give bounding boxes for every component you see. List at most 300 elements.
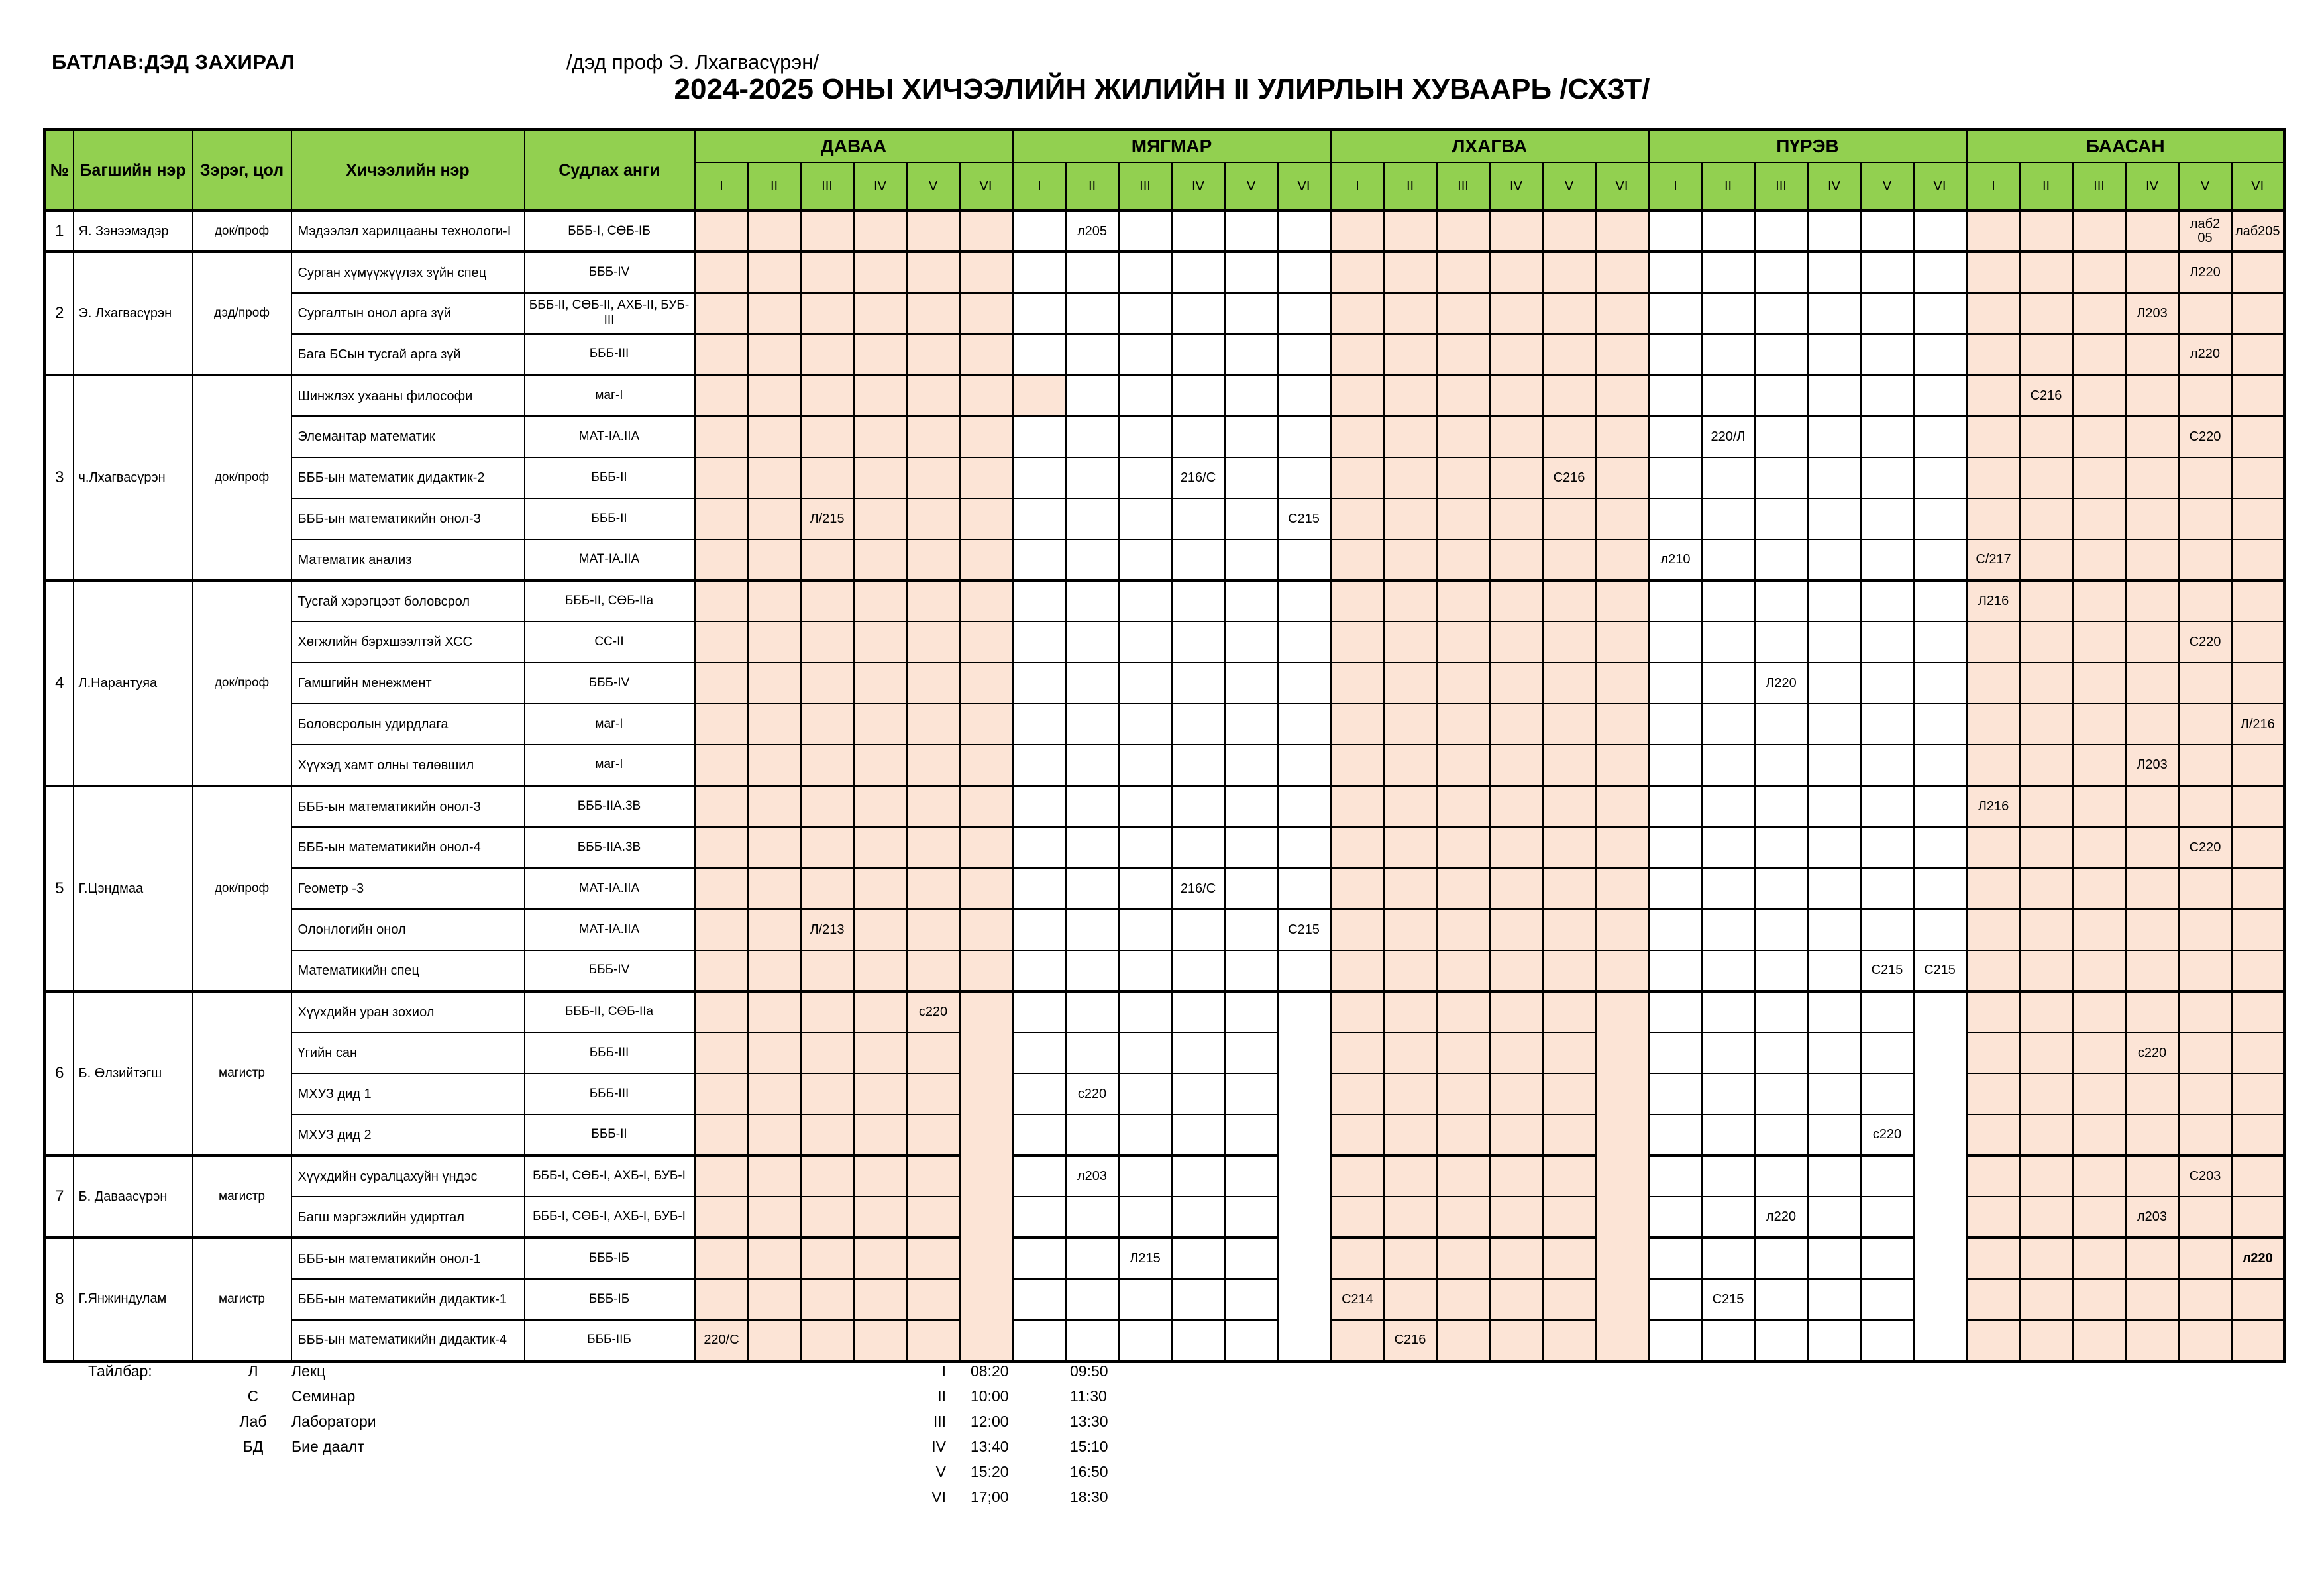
schedule-cell bbox=[1808, 1115, 1861, 1156]
schedule-cell bbox=[1808, 1156, 1861, 1197]
schedule-cell bbox=[1755, 868, 1808, 909]
schedule-cell bbox=[1119, 539, 1172, 580]
period-header: IV bbox=[854, 162, 907, 211]
teacher-number: 7 bbox=[45, 1156, 74, 1238]
schedule-cell bbox=[2179, 539, 2232, 580]
schedule-cell bbox=[1066, 622, 1119, 663]
legend-period-number: I bbox=[941, 1362, 946, 1380]
room-code: Л203 bbox=[2137, 305, 2168, 321]
schedule-cell bbox=[1861, 868, 1914, 909]
period-header: IV bbox=[1490, 162, 1543, 211]
merged-period-cell bbox=[1278, 991, 1331, 1361]
schedule-cell bbox=[960, 786, 1013, 827]
period-header: V bbox=[2179, 162, 2232, 211]
schedule-cell bbox=[1490, 416, 1543, 457]
period-header: IV bbox=[2126, 162, 2179, 211]
schedule-cell bbox=[2073, 580, 2126, 622]
schedule-cell bbox=[1702, 909, 1755, 950]
schedule-cell bbox=[1649, 868, 1702, 909]
schedule-cell bbox=[1384, 868, 1437, 909]
schedule-cell bbox=[1808, 950, 1861, 991]
teacher-rank: дэд/проф bbox=[193, 252, 291, 375]
schedule-cell bbox=[854, 457, 907, 498]
teacher-number: 8 bbox=[45, 1238, 74, 1361]
schedule-cell bbox=[1066, 1238, 1119, 1279]
schedule-cell bbox=[1278, 498, 1331, 539]
schedule-cell bbox=[1384, 539, 1437, 580]
schedule-cell bbox=[1066, 1032, 1119, 1073]
schedule-cell bbox=[1543, 1115, 1596, 1156]
schedule-cell bbox=[2073, 1115, 2126, 1156]
schedule-cell bbox=[1596, 375, 1649, 416]
approved-label: БАТЛАВ:ДЭД ЗАХИРАЛ bbox=[52, 50, 295, 74]
schedule-cell bbox=[1331, 1032, 1384, 1073]
schedule-cell bbox=[1437, 868, 1490, 909]
schedule-cell bbox=[1437, 704, 1490, 745]
schedule-cell bbox=[1119, 663, 1172, 704]
schedule-cell bbox=[2179, 252, 2232, 293]
schedule-cell bbox=[907, 293, 960, 334]
schedule-cell bbox=[1543, 580, 1596, 622]
room-code: С215 bbox=[1871, 963, 1903, 977]
schedule-cell bbox=[1967, 1238, 2020, 1279]
schedule-cell bbox=[854, 1156, 907, 1197]
schedule-cell bbox=[1755, 1197, 1808, 1238]
schedule-cell bbox=[801, 1032, 854, 1073]
schedule-cell bbox=[1861, 663, 1914, 704]
schedule-cell bbox=[1172, 539, 1225, 580]
legend-period-number: V bbox=[935, 1463, 946, 1480]
schedule-cell bbox=[1490, 950, 1543, 991]
schedule-cell bbox=[695, 1320, 748, 1361]
schedule-cell bbox=[695, 745, 748, 786]
schedule-cell bbox=[2126, 786, 2179, 827]
schedule-cell bbox=[1702, 663, 1755, 704]
schedule-cell bbox=[1013, 1238, 1066, 1279]
schedule-cell bbox=[695, 498, 748, 539]
schedule-cell bbox=[2020, 498, 2073, 539]
schedule-cell bbox=[2020, 868, 2073, 909]
schedule-cell bbox=[801, 375, 854, 416]
schedule-cell bbox=[1384, 375, 1437, 416]
schedule-cell bbox=[854, 909, 907, 950]
legend-start-time: 10:00 bbox=[971, 1388, 1009, 1405]
schedule-cell bbox=[854, 1238, 907, 1279]
schedule-cell bbox=[1808, 991, 1861, 1032]
schedule-cell bbox=[960, 334, 1013, 375]
schedule-cell bbox=[1437, 991, 1490, 1032]
subject-row bbox=[45, 745, 2285, 786]
schedule-cell bbox=[1172, 416, 1225, 457]
period-header: II bbox=[2020, 162, 2073, 211]
schedule-cell bbox=[801, 622, 854, 663]
schedule-cell bbox=[1490, 827, 1543, 868]
class-groups: БББ-IV bbox=[525, 252, 695, 293]
schedule-cell bbox=[1596, 868, 1649, 909]
schedule-cell bbox=[1861, 827, 1914, 868]
schedule-cell bbox=[1649, 786, 1702, 827]
schedule-cell bbox=[1066, 416, 1119, 457]
schedule-cell bbox=[1808, 909, 1861, 950]
schedule-cell bbox=[1596, 663, 1649, 704]
schedule-cell bbox=[2232, 211, 2285, 252]
schedule-cell bbox=[1702, 252, 1755, 293]
subject-name: Үгийн сан bbox=[291, 1032, 525, 1073]
schedule-cell bbox=[2179, 375, 2232, 416]
merged-period-cell bbox=[960, 991, 1013, 1361]
class-groups: БББ-I, СӨБ-I, АХБ-I, БУБ-I bbox=[525, 1156, 695, 1197]
schedule-cell bbox=[907, 1115, 960, 1156]
room-code: с220 bbox=[2137, 1045, 2167, 1060]
schedule-cell bbox=[1119, 1238, 1172, 1279]
period-header: III bbox=[1437, 162, 1490, 211]
schedule-cell bbox=[907, 745, 960, 786]
schedule-cell bbox=[695, 622, 748, 663]
schedule-cell bbox=[1278, 539, 1331, 580]
schedule-cell bbox=[1278, 457, 1331, 498]
schedule-cell bbox=[1808, 416, 1861, 457]
col-header-rank: Зэрэг, цол bbox=[193, 130, 291, 211]
schedule-cell bbox=[801, 868, 854, 909]
schedule-cell bbox=[1225, 868, 1278, 909]
schedule-cell bbox=[2126, 745, 2179, 786]
schedule-cell bbox=[854, 1115, 907, 1156]
schedule-cell bbox=[1437, 416, 1490, 457]
schedule-cell bbox=[1437, 1115, 1490, 1156]
subject-name: Мэдээлэл харилцааны технологи-I bbox=[291, 211, 525, 252]
schedule-cell bbox=[1861, 1032, 1914, 1073]
schedule-cell bbox=[960, 622, 1013, 663]
schedule-cell bbox=[2020, 334, 2073, 375]
schedule-cell bbox=[1119, 498, 1172, 539]
subject-row bbox=[45, 580, 2285, 622]
schedule-cell bbox=[2020, 1073, 2073, 1115]
schedule-cell bbox=[1861, 1238, 1914, 1279]
schedule-cell bbox=[2232, 868, 2285, 909]
teacher-number: 4 bbox=[45, 580, 74, 786]
schedule-cell bbox=[2232, 745, 2285, 786]
schedule-cell bbox=[907, 416, 960, 457]
schedule-cell bbox=[1861, 580, 1914, 622]
schedule-cell bbox=[1967, 1279, 2020, 1320]
schedule-cell bbox=[1066, 1156, 1119, 1197]
schedule-cell bbox=[907, 704, 960, 745]
class-groups: БББ-I, СӨБ-I, АХБ-I, БУБ-I bbox=[525, 1197, 695, 1238]
schedule-cell bbox=[748, 293, 801, 334]
schedule-cell bbox=[695, 293, 748, 334]
schedule-cell bbox=[695, 1073, 748, 1115]
schedule-cell bbox=[1066, 580, 1119, 622]
schedule-cell bbox=[1755, 457, 1808, 498]
schedule-cell bbox=[907, 498, 960, 539]
schedule-cell bbox=[1066, 991, 1119, 1032]
schedule-cell bbox=[2073, 252, 2126, 293]
schedule-cell bbox=[748, 786, 801, 827]
schedule-cell bbox=[1013, 950, 1066, 991]
schedule-cell bbox=[854, 663, 907, 704]
schedule-cell bbox=[2020, 252, 2073, 293]
legend-row bbox=[88, 1362, 1148, 1388]
schedule-cell bbox=[1437, 1320, 1490, 1361]
schedule-cell bbox=[1702, 498, 1755, 539]
period-header: I bbox=[1331, 162, 1384, 211]
schedule-cell bbox=[1331, 334, 1384, 375]
schedule-cell bbox=[1225, 704, 1278, 745]
schedule-cell bbox=[2126, 293, 2179, 334]
schedule-cell bbox=[1702, 827, 1755, 868]
schedule-cell bbox=[2073, 334, 2126, 375]
schedule-cell bbox=[1755, 1032, 1808, 1073]
schedule-cell bbox=[1543, 375, 1596, 416]
schedule-cell bbox=[2126, 539, 2179, 580]
subject-row bbox=[45, 827, 2285, 868]
schedule-cell bbox=[1649, 539, 1702, 580]
schedule-cell bbox=[1331, 991, 1384, 1032]
schedule-cell bbox=[695, 334, 748, 375]
schedule-cell bbox=[854, 252, 907, 293]
schedule-cell bbox=[2020, 745, 2073, 786]
schedule-cell bbox=[854, 1320, 907, 1361]
schedule-cell bbox=[1013, 868, 1066, 909]
schedule-cell bbox=[1278, 622, 1331, 663]
legend-start-time: 17;00 bbox=[971, 1488, 1009, 1505]
schedule-cell bbox=[1490, 1320, 1543, 1361]
schedule-cell bbox=[1225, 416, 1278, 457]
schedule-cell bbox=[2179, 663, 2232, 704]
schedule-cell bbox=[2126, 252, 2179, 293]
period-header: VI bbox=[1278, 162, 1331, 211]
room-code: Л/215 bbox=[810, 511, 845, 526]
schedule-cell bbox=[1543, 909, 1596, 950]
schedule-cell bbox=[1490, 211, 1543, 252]
class-groups: маг-I bbox=[525, 745, 695, 786]
schedule-cell bbox=[1755, 704, 1808, 745]
schedule-cell bbox=[2126, 1073, 2179, 1115]
legend-abbr: БД bbox=[242, 1438, 264, 1455]
room-code: 216/С bbox=[1180, 881, 1216, 896]
class-groups: БББ-IБ bbox=[525, 1279, 695, 1320]
schedule-cell bbox=[1384, 745, 1437, 786]
day-header: ЛХАГВА bbox=[1331, 130, 1649, 163]
schedule-cell bbox=[1861, 1197, 1914, 1238]
schedule-cell bbox=[1702, 991, 1755, 1032]
schedule-cell bbox=[1914, 786, 1967, 827]
schedule-cell bbox=[1649, 622, 1702, 663]
schedule-cell bbox=[1755, 1156, 1808, 1197]
schedule-cell bbox=[1861, 991, 1914, 1032]
legend-period-number: III bbox=[933, 1413, 946, 1430]
schedule-cell bbox=[1331, 457, 1384, 498]
schedule-cell bbox=[1543, 334, 1596, 375]
schedule-cell bbox=[1649, 704, 1702, 745]
subject-name: Бага БСын тусгай арга зүй bbox=[291, 334, 525, 375]
subject-name: БББ-ын математикийн онол-1 bbox=[291, 1238, 525, 1279]
schedule-cell bbox=[1649, 211, 1702, 252]
schedule-cell bbox=[1702, 704, 1755, 745]
schedule-cell bbox=[1172, 580, 1225, 622]
schedule-cell bbox=[1543, 1032, 1596, 1073]
class-groups: маг-I bbox=[525, 375, 695, 416]
schedule-cell bbox=[1013, 211, 1066, 252]
schedule-cell bbox=[1172, 211, 1225, 252]
schedule-cell bbox=[1172, 293, 1225, 334]
schedule-cell bbox=[1967, 211, 2020, 252]
schedule-cell bbox=[1172, 1320, 1225, 1361]
schedule-cell bbox=[2020, 1032, 2073, 1073]
schedule-cell bbox=[2073, 293, 2126, 334]
schedule-cell bbox=[2020, 909, 2073, 950]
schedule-cell bbox=[1013, 1032, 1066, 1073]
legend-end-time: 15:10 bbox=[1070, 1438, 1108, 1455]
subject-name: Сурган хүмүүжүүлэх зүйн спец bbox=[291, 252, 525, 293]
schedule-cell bbox=[748, 375, 801, 416]
schedule-cell bbox=[1437, 1073, 1490, 1115]
schedule-cell bbox=[1808, 539, 1861, 580]
schedule-cell bbox=[1861, 334, 1914, 375]
schedule-cell bbox=[1649, 252, 1702, 293]
schedule-cell bbox=[2126, 457, 2179, 498]
schedule-cell bbox=[1066, 211, 1119, 252]
schedule-cell bbox=[907, 663, 960, 704]
schedule-cell bbox=[1649, 1197, 1702, 1238]
schedule-cell bbox=[2126, 827, 2179, 868]
room-code: с220 bbox=[1077, 1086, 1107, 1101]
schedule-cell bbox=[1967, 1115, 2020, 1156]
schedule-cell bbox=[1066, 827, 1119, 868]
schedule-cell bbox=[1172, 375, 1225, 416]
schedule-cell bbox=[1172, 334, 1225, 375]
schedule-cell bbox=[1119, 252, 1172, 293]
legend-row bbox=[88, 1388, 1148, 1413]
schedule-cell bbox=[1225, 580, 1278, 622]
period-header: V bbox=[1225, 162, 1278, 211]
schedule-cell bbox=[1702, 1320, 1755, 1361]
schedule-cell bbox=[1490, 293, 1543, 334]
schedule-cell bbox=[2126, 868, 2179, 909]
schedule-cell bbox=[695, 252, 748, 293]
schedule-cell bbox=[907, 375, 960, 416]
schedule-cell bbox=[2232, 293, 2285, 334]
class-groups: БББ-IIA.3B bbox=[525, 827, 695, 868]
schedule-cell bbox=[1808, 457, 1861, 498]
schedule-cell bbox=[2126, 950, 2179, 991]
schedule-cell bbox=[854, 950, 907, 991]
schedule-cell bbox=[1278, 786, 1331, 827]
schedule-cell bbox=[1119, 909, 1172, 950]
schedule-cell bbox=[1013, 1320, 1066, 1361]
schedule-cell bbox=[1649, 457, 1702, 498]
schedule-cell bbox=[2073, 539, 2126, 580]
schedule-cell bbox=[1331, 539, 1384, 580]
legend-row bbox=[88, 1413, 1148, 1438]
schedule-cell bbox=[1755, 1073, 1808, 1115]
schedule-cell bbox=[1702, 786, 1755, 827]
schedule-cell bbox=[1490, 1279, 1543, 1320]
schedule-cell bbox=[1490, 1073, 1543, 1115]
period-header: II bbox=[748, 162, 801, 211]
schedule-cell bbox=[801, 704, 854, 745]
legend-start-time: 12:00 bbox=[971, 1413, 1009, 1430]
schedule-cell bbox=[1066, 909, 1119, 950]
schedule-cell bbox=[1967, 416, 2020, 457]
schedule-cell bbox=[1278, 827, 1331, 868]
schedule-cell bbox=[1543, 1238, 1596, 1279]
schedule-cell bbox=[1119, 991, 1172, 1032]
subject-name: БББ-ын математикийн онол-3 bbox=[291, 786, 525, 827]
schedule-cell bbox=[801, 786, 854, 827]
schedule-cell bbox=[1331, 827, 1384, 868]
schedule-cell bbox=[1437, 950, 1490, 991]
schedule-cell bbox=[1967, 663, 2020, 704]
schedule-cell bbox=[1649, 1156, 1702, 1197]
schedule-cell bbox=[1013, 293, 1066, 334]
schedule-cell bbox=[2020, 1279, 2073, 1320]
schedule-cell bbox=[1119, 786, 1172, 827]
class-groups: БББ-II bbox=[525, 457, 695, 498]
schedule-cell bbox=[1225, 1032, 1278, 1073]
schedule-cell bbox=[1490, 704, 1543, 745]
schedule-cell bbox=[1437, 1197, 1490, 1238]
period-header: I bbox=[1967, 162, 2020, 211]
schedule-cell bbox=[1914, 704, 1967, 745]
schedule-cell bbox=[1384, 1320, 1437, 1361]
schedule-cell bbox=[2126, 334, 2179, 375]
schedule-cell bbox=[1543, 663, 1596, 704]
schedule-cell bbox=[1013, 663, 1066, 704]
schedule-cell bbox=[1119, 622, 1172, 663]
schedule-cell bbox=[854, 745, 907, 786]
schedule-cell bbox=[1755, 827, 1808, 868]
schedule-cell bbox=[1384, 580, 1437, 622]
schedule-cell bbox=[1755, 498, 1808, 539]
schedule-cell bbox=[1278, 252, 1331, 293]
schedule-cell bbox=[1119, 704, 1172, 745]
schedule-cell bbox=[1914, 416, 1967, 457]
schedule-cell bbox=[1490, 1156, 1543, 1197]
schedule-cell bbox=[1967, 539, 2020, 580]
schedule-cell bbox=[801, 909, 854, 950]
schedule-cell bbox=[1225, 498, 1278, 539]
schedule-cell bbox=[1172, 498, 1225, 539]
subject-name: БББ-ын математикийн онол-3 bbox=[291, 498, 525, 539]
room-code: С220 bbox=[2189, 634, 2221, 649]
schedule-cell bbox=[2232, 416, 2285, 457]
schedule-cell bbox=[2179, 991, 2232, 1032]
schedule-cell bbox=[2232, 827, 2285, 868]
subject-row bbox=[45, 663, 2285, 704]
schedule-cell bbox=[1967, 704, 2020, 745]
schedule-cell bbox=[2073, 950, 2126, 991]
schedule-cell bbox=[695, 704, 748, 745]
subject-name: Тусгай хэрэгцээт боловсрол bbox=[291, 580, 525, 622]
schedule-cell bbox=[1490, 498, 1543, 539]
schedule-cell bbox=[854, 991, 907, 1032]
schedule-cell bbox=[1172, 622, 1225, 663]
schedule-cell bbox=[1172, 909, 1225, 950]
schedule-cell bbox=[1225, 909, 1278, 950]
schedule-cell bbox=[1013, 334, 1066, 375]
schedule-cell bbox=[2126, 498, 2179, 539]
legend-row bbox=[88, 1488, 1148, 1513]
schedule-cell bbox=[1861, 498, 1914, 539]
schedule-cell bbox=[1437, 827, 1490, 868]
schedule-cell bbox=[748, 1320, 801, 1361]
schedule-cell bbox=[695, 827, 748, 868]
subject-name: Хүүхэд хамт олны төлөвшил bbox=[291, 745, 525, 786]
schedule-cell bbox=[1066, 868, 1119, 909]
schedule-cell bbox=[1490, 539, 1543, 580]
schedule-cell bbox=[2126, 580, 2179, 622]
